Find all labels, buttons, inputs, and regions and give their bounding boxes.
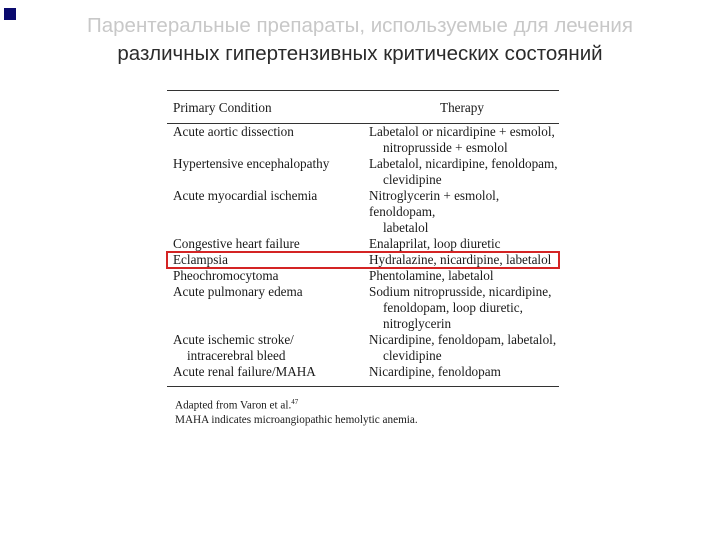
table-row	[167, 364, 559, 380]
therapy-text-continued: nitroprusside + esmolol	[383, 140, 508, 155]
cell-primary-condition	[167, 156, 365, 188]
therapy-text: Nicardipine, fenoldopam	[369, 364, 501, 379]
therapy-text: Nicardipine, fenoldopam, labetalol,	[369, 332, 557, 347]
table-footnote	[167, 395, 559, 427]
cell-therapy	[365, 156, 559, 188]
cell-therapy	[365, 188, 559, 236]
cell-therapy	[365, 332, 559, 364]
table-row	[167, 156, 559, 188]
therapy-table	[167, 90, 559, 380]
condition-text: Pheochromocytoma	[173, 268, 279, 283]
therapy-text-continued: nitroglycerin	[383, 316, 452, 331]
footnote-source	[175, 395, 559, 413]
cell-therapy	[365, 364, 559, 380]
footnote-ref: 47	[291, 398, 299, 406]
cell-primary-condition	[167, 364, 365, 380]
condition-text-continued: intracerebral bleed	[187, 348, 286, 363]
header-therapy: Therapy	[365, 91, 559, 124]
slide-title-part-b: препараты,	[256, 14, 366, 37]
table-row	[167, 252, 559, 268]
cell-therapy	[365, 236, 559, 252]
therapy-text: Nitroglycerin + esmolol, fenoldopam,	[369, 188, 500, 219]
cell-therapy	[365, 252, 559, 268]
therapy-text-continued: clevidipine	[383, 172, 442, 187]
slide-title-part-a: Парентеральные	[87, 14, 257, 37]
footnote-abbreviation: MAHA indicates microangiopathic hemolytic anemia.	[175, 413, 418, 426]
condition-text: Eclampsia	[173, 252, 228, 267]
condition-text: Congestive heart failure	[173, 236, 300, 251]
table-row	[167, 124, 559, 157]
cell-primary-condition	[167, 252, 365, 268]
table-header-row	[167, 91, 559, 124]
cell-primary-condition	[167, 188, 365, 236]
header-primary-condition: Primary Condition	[167, 91, 365, 124]
cell-primary-condition	[167, 284, 365, 332]
table-row	[167, 332, 559, 364]
cell-primary-condition	[167, 332, 365, 364]
cell-primary-condition	[167, 236, 365, 252]
therapy-text: Labetalol, nicardipine, fenoldopam,	[369, 156, 558, 171]
slide-title-line-2: различных гипертензивных критических состояний	[117, 42, 603, 65]
condition-text: Acute aortic dissection	[173, 124, 294, 139]
therapy-text: Sodium nitroprusside, nicardipine,	[369, 284, 552, 299]
therapy-table-figure	[167, 90, 559, 427]
condition-text: Hypertensive encephalopathy	[173, 156, 330, 171]
cell-therapy	[365, 124, 559, 157]
condition-text: Acute renal failure/MAHA	[173, 364, 316, 379]
therapy-text-continued: clevidipine	[383, 348, 442, 363]
table-body	[167, 124, 559, 381]
therapy-text: Enalaprilat, loop diuretic	[369, 236, 501, 251]
therapy-text-continued: labetalol	[383, 220, 429, 235]
table-row	[167, 236, 559, 252]
therapy-text: Labetalol or nicardipine + esmolol,	[369, 124, 555, 139]
slide-title-line-1	[0, 12, 720, 40]
footnote-source-text: Adapted from Varon et al.	[175, 399, 292, 412]
cell-therapy	[365, 284, 559, 332]
therapy-text-continued: fenoldopam, loop diuretic,	[383, 300, 523, 315]
therapy-text: Phentolamine, labetalol	[369, 268, 494, 283]
condition-text: Acute ischemic stroke/	[173, 332, 294, 347]
table-row	[167, 268, 559, 284]
therapy-text: Hydralazine, nicardipine, labetalol	[369, 252, 552, 267]
slide-title	[0, 12, 720, 68]
table-row	[167, 284, 559, 332]
condition-text: Acute pulmonary edema	[173, 284, 303, 299]
table-row	[167, 188, 559, 236]
table-bottom-rule	[167, 380, 559, 387]
slide-title-part-c: используемые для лечения	[365, 14, 633, 37]
cell-primary-condition	[167, 124, 365, 157]
condition-text: Acute myocardial ischemia	[173, 188, 318, 203]
cell-primary-condition	[167, 268, 365, 284]
cell-therapy	[365, 268, 559, 284]
